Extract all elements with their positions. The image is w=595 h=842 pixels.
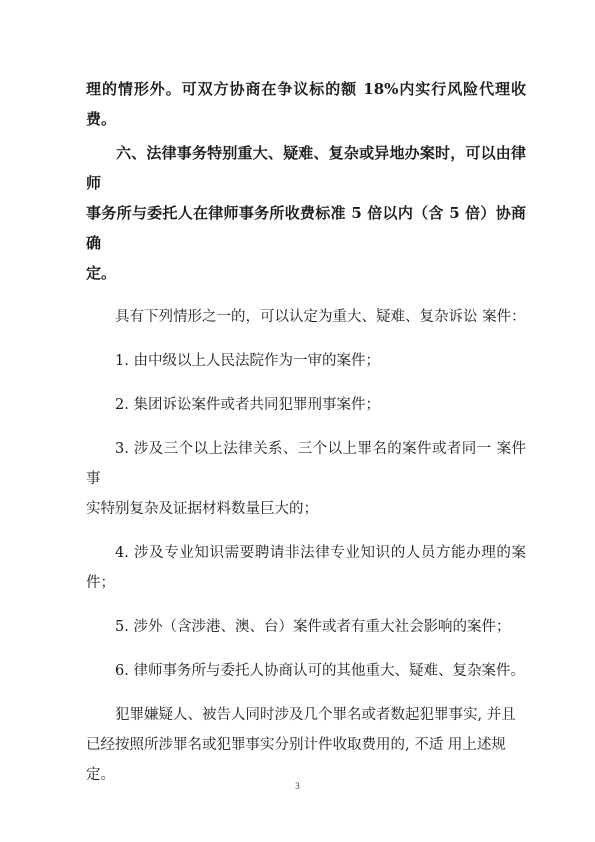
text-line: 2. 集团诉讼案件或者共同犯罪刑事案件； bbox=[115, 397, 380, 413]
text-line: 事务所与委托人在律师事务所收费标准 5 倍以内（含 5 倍）协商确 bbox=[86, 204, 526, 252]
text-line: 5. 涉外（含涉港、澳、台）案件或者有重大社会影响的案件； bbox=[115, 619, 511, 635]
text-line: 理的情形外。可双方协商在争议标的额 18%内实行风险代理收费。 bbox=[86, 80, 526, 128]
text-line: 实特别复杂及证据材料数量巨大的； bbox=[86, 501, 318, 517]
paragraph-exception bbox=[86, 700, 526, 790]
text-line: 6. 律师事务所与委托人协商认可的其他重大、疑难、复杂案件。 bbox=[115, 663, 525, 679]
document-body bbox=[86, 74, 526, 790]
text-line: 1. 由中级以上人民法院作为一审的案件； bbox=[115, 353, 380, 369]
text-line: 定。 bbox=[86, 264, 117, 282]
paragraph-article-six bbox=[86, 138, 526, 288]
text-line: 定。 bbox=[86, 767, 115, 783]
text-line: 3. 涉及三个以上法律关系、三个以上罪名的案件或者同一 案件事 bbox=[86, 441, 526, 487]
list-item-6 bbox=[86, 656, 526, 686]
list-item-5 bbox=[86, 612, 526, 642]
page-number: 3 bbox=[295, 781, 300, 791]
text-line: 具有下列情形之一的，可以认定为重大、疑难、复杂诉讼 案件： bbox=[115, 309, 526, 325]
list-item-2 bbox=[86, 390, 526, 420]
list-item-1 bbox=[86, 346, 526, 376]
text-line: 犯罪嫌疑人、被告人同时涉及几个罪名或者数起犯罪事实, 并且 bbox=[115, 707, 516, 723]
text-line: 六、法律事务特别重大、疑难、复杂或异地办案时，可以由律师 bbox=[86, 144, 526, 192]
text-line: 4. 涉及专业知识需要聘请非法律专业知识的人员方能办理的案件； bbox=[86, 545, 526, 591]
paragraph-criteria-intro bbox=[86, 302, 526, 332]
paragraph-continuation bbox=[86, 74, 526, 134]
text-line: 已经按照所涉罪名或犯罪事实分别计件收取费用的, 不适 用上述规 bbox=[86, 737, 506, 753]
list-item-4 bbox=[86, 538, 526, 598]
list-item-3 bbox=[86, 434, 526, 524]
